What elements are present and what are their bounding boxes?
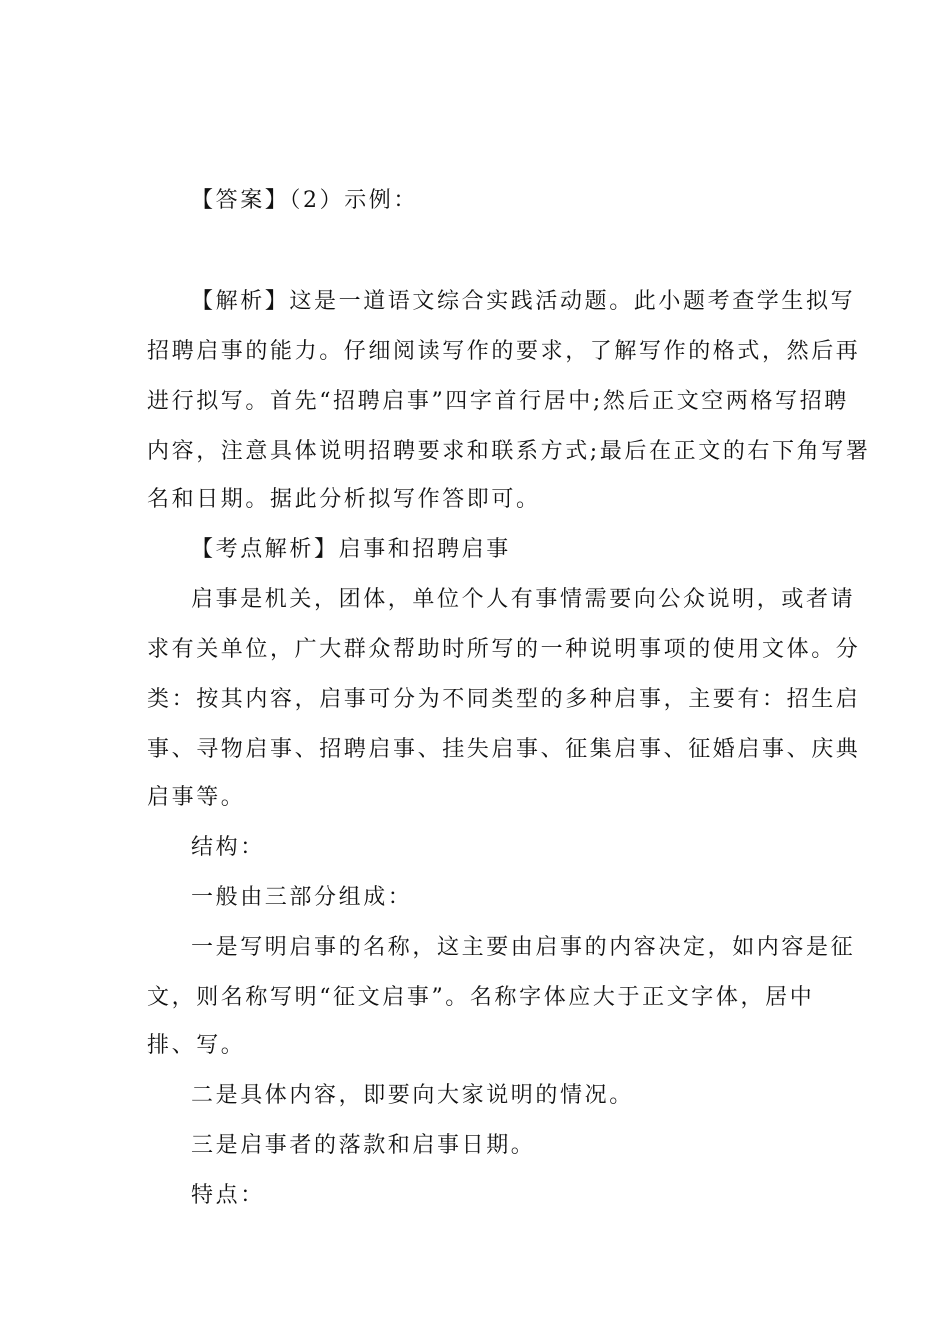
definition-line-3: 类：按其内容，启事可分为不同类型的多种启事，主要有：招生启 (147, 687, 861, 712)
part-one-line-1: 一是写明启事的名称，这主要由启事的内容决定，如内容是征 (191, 935, 856, 960)
definition-line-4: 事、寻物启事、招聘启事、挂失启事、征集启事、征婚启事、庆典 (147, 737, 861, 762)
part-one-line-3: 排、写。 (147, 1033, 246, 1058)
definition-line-2: 求有关单位，广大群众帮助时所写的一种说明事项的使用文体。分 (147, 637, 861, 662)
definition-line-1: 启事是机关，团体，单位个人有事情需要向公众说明，或者请 (191, 587, 856, 612)
part-three-line: 三是启事者的落款和启事日期。 (191, 1133, 536, 1158)
structure-heading: 结构： (191, 835, 265, 860)
analysis-line-2: 招聘启事的能力。仔细阅读写作的要求，了解写作的格式，然后再 (147, 339, 861, 364)
part-two-line: 二是具体内容，即要向大家说明的情况。 (191, 1083, 634, 1108)
features-heading: 特点： (191, 1183, 265, 1208)
answer-line: 【答案】（2）示例： (191, 188, 418, 213)
analysis-line-5: 名和日期。据此分析拟写作答即可。 (147, 487, 541, 512)
analysis-line-1: 【解析】这是一道语文综合实践活动题。此小题考查学生拟写 (191, 289, 856, 314)
kaodian-heading: 【考点解析】启事和招聘启事 (191, 537, 511, 562)
part-one-line-2: 文，则名称写明“征文启事”。名称字体应大于正文字体，居中 (147, 985, 815, 1010)
analysis-line-4: 内容，注意具体说明招聘要求和联系方式;最后在正文的右下角写署 (147, 439, 871, 464)
structure-intro: 一般由三部分组成： (191, 885, 413, 910)
definition-line-5: 启事等。 (147, 785, 246, 810)
analysis-line-3: 进行拟写。首先“招聘启事”四字首行居中;然后正文空两格写招聘 (147, 389, 849, 414)
